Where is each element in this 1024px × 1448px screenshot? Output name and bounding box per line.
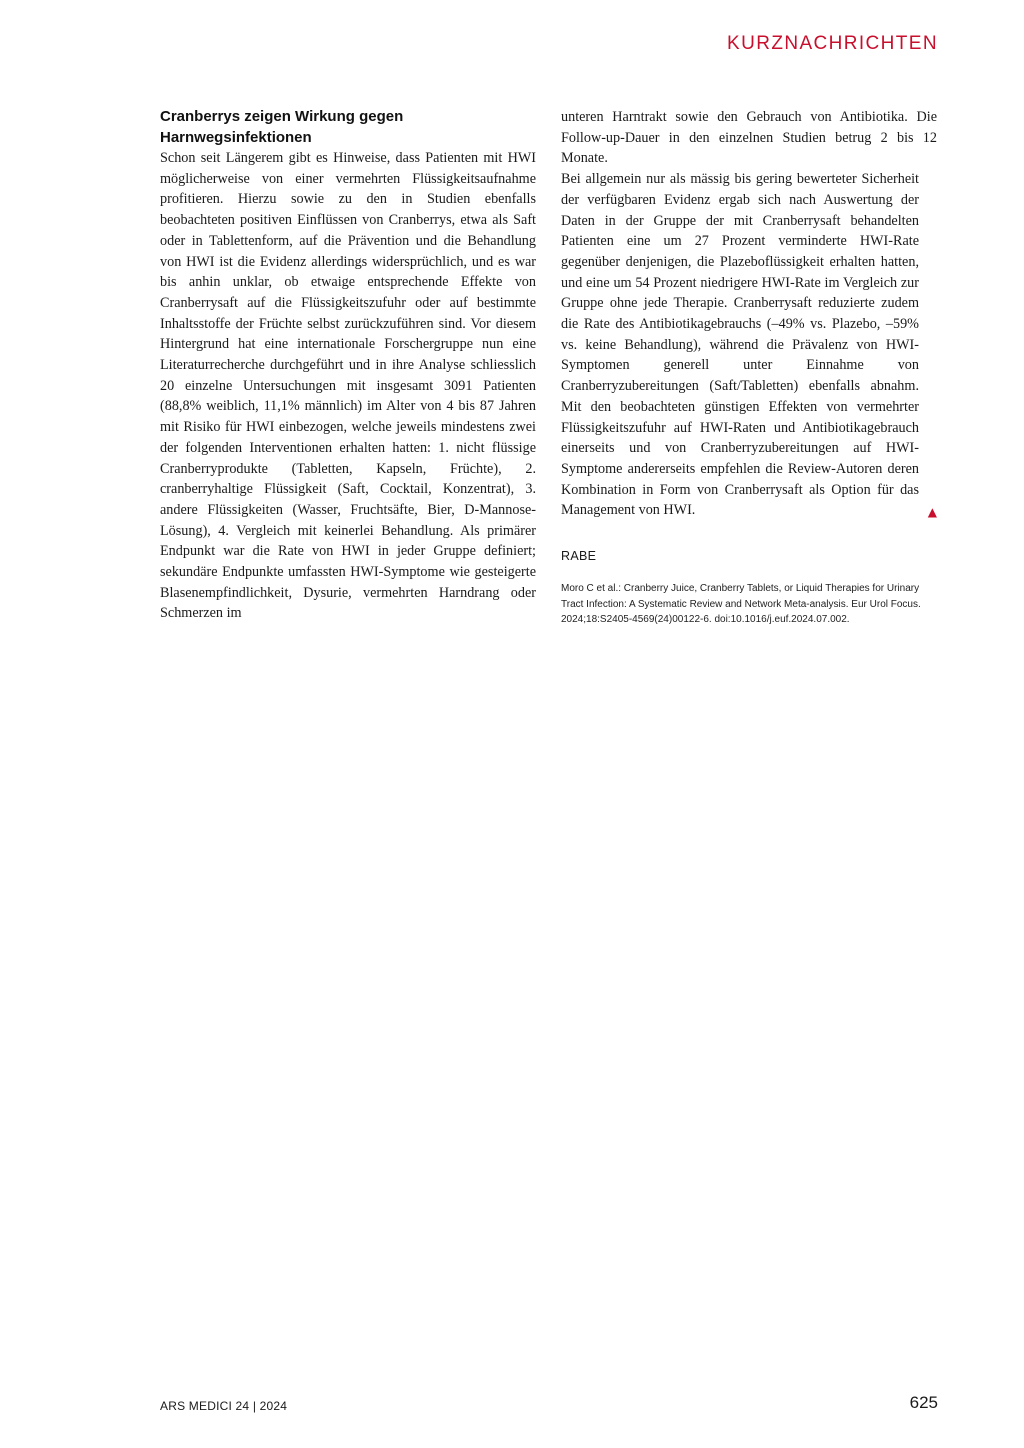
article-left-column [160, 107, 536, 624]
end-of-article-triangle-icon: ▲ [927, 505, 937, 520]
section-label: KURZNACHRICHTEN [727, 33, 938, 54]
article-body-right-1: unteren Harntrakt sowie den Gebrauch von Antibiotika. Die Follow-up-Dauer in den einzelnen Studien betrug 2 bis 12 Monate. [561, 109, 937, 167]
article-title: Cranberrys zeigen Wirkung gegen Harnwegsinfektionen [160, 108, 404, 146]
article-right-column [561, 107, 937, 628]
article-body-left: Schon seit Längerem gibt es Hinweise, dass Patienten mit HWI möglicherweise von einer vermehrten Flüssigkeitsaufnahme profitieren. Hierzu sowie zu den in Studien ebenfalls beobachteten positiven Einflüssen von Cranberrys, etwa als Saft oder in Tablettenform, auf die Prävention und die Behandlung von HWI ist die Evidenz allerdings widersprüchlich, und es war bis anhin unklar, ob etwaige entsprechende Effekte von Cranberrysaft auf die Flüssigkeitszufuhr oder auf bestimmte Inhaltsstoffe der Früchte selbst zurückzuführen sind. Vor diesem Hintergrund hat eine internationale Forschergruppe nun eine Literaturrecherche durchgeführt und in ihre Analyse schliesslich 20 einzelne Untersuchungen mit insgesamt 3091 Patienten (88,8% weiblich, 11,1% männlich) im Alter von 4 bis 87 Jahren mit Risiko für HWI einbezogen, welche jeweils mindestens zwei der folgenden Interventionen erhalten hatten: 1. nicht flüssige Cranberryprodukte (Tabletten, Kapseln, Früchte), 2. cranberryhaltige Flüssigkeit (Saft, Cocktail, Konzentrat), 3. andere Flüssigkeiten (Wasser, Fruchtsäfte, Bier, D-Mannose-Lösung), 4. Vergleich mit keinerlei Behandlung. Als primärer Endpunkt war die Rate von HWI in jeder Gruppe definiert; sekundäre Endpunkte umfassten HWI-Symptome wie gesteigerte Blasenempfindlichkeit, Dysurie, vermehrten Harndrang oder Schmerzen im [160, 150, 536, 622]
article-body-right-2: Bei allgemein nur als mässig bis gering bewerteter Sicherheit der verfügbaren Evidenz ergab sich nach Auswertung der Daten in der Gruppe der mit Cranberrysaft behandelten Patienten eine um 27 Prozent verminderte HWI-Rate gegenüber denjenigen, die Plazeboflüssigkeit erhalten hatten, und eine um 54 Prozent niedrigere HWI-Rate im Vergleich zur Gruppe ohne jede Therapie. Cranberrysaft reduzierte zudem die Rate des Antibiotikagebrauchs (–49% vs. Plazebo, –59% vs. keine Behandlung), während die Prävalenz von HWI-Symptomen generell unter Einnahme von Cranberryzubereitungen (Saft/Tabletten) ebenfalls abnahm. Mit den beobachteten günstigen Effekten von vermehrter Flüssigkeitszufuhr auf HWI-Raten und Antibiotikagebrauch einerseits und von Cranberryzubereitungen auf HWI-Symptome andererseits empfehlen die Review-Autoren deren Kombination in Form von Cranberrysaft als Option für das Management von HWI. [561, 171, 919, 519]
reference-citation: Moro C et al.: Cranberry Juice, Cranberry Tablets, or Liquid Therapies for Urinary Tract Infection: A Systematic Review and Network Meta-analysis. Eur Urol Focus. 2024;18:S2405-4569(24)00122-6. doi:10.1016/j.euf.2024.07.002. [561, 583, 921, 626]
page-number: 625 [909, 1393, 938, 1412]
journal-footer: ARS MEDICI 24 | 2024 [160, 1399, 288, 1413]
author-signature: RABE [561, 549, 597, 564]
article-closing-paragraph [561, 169, 937, 521]
